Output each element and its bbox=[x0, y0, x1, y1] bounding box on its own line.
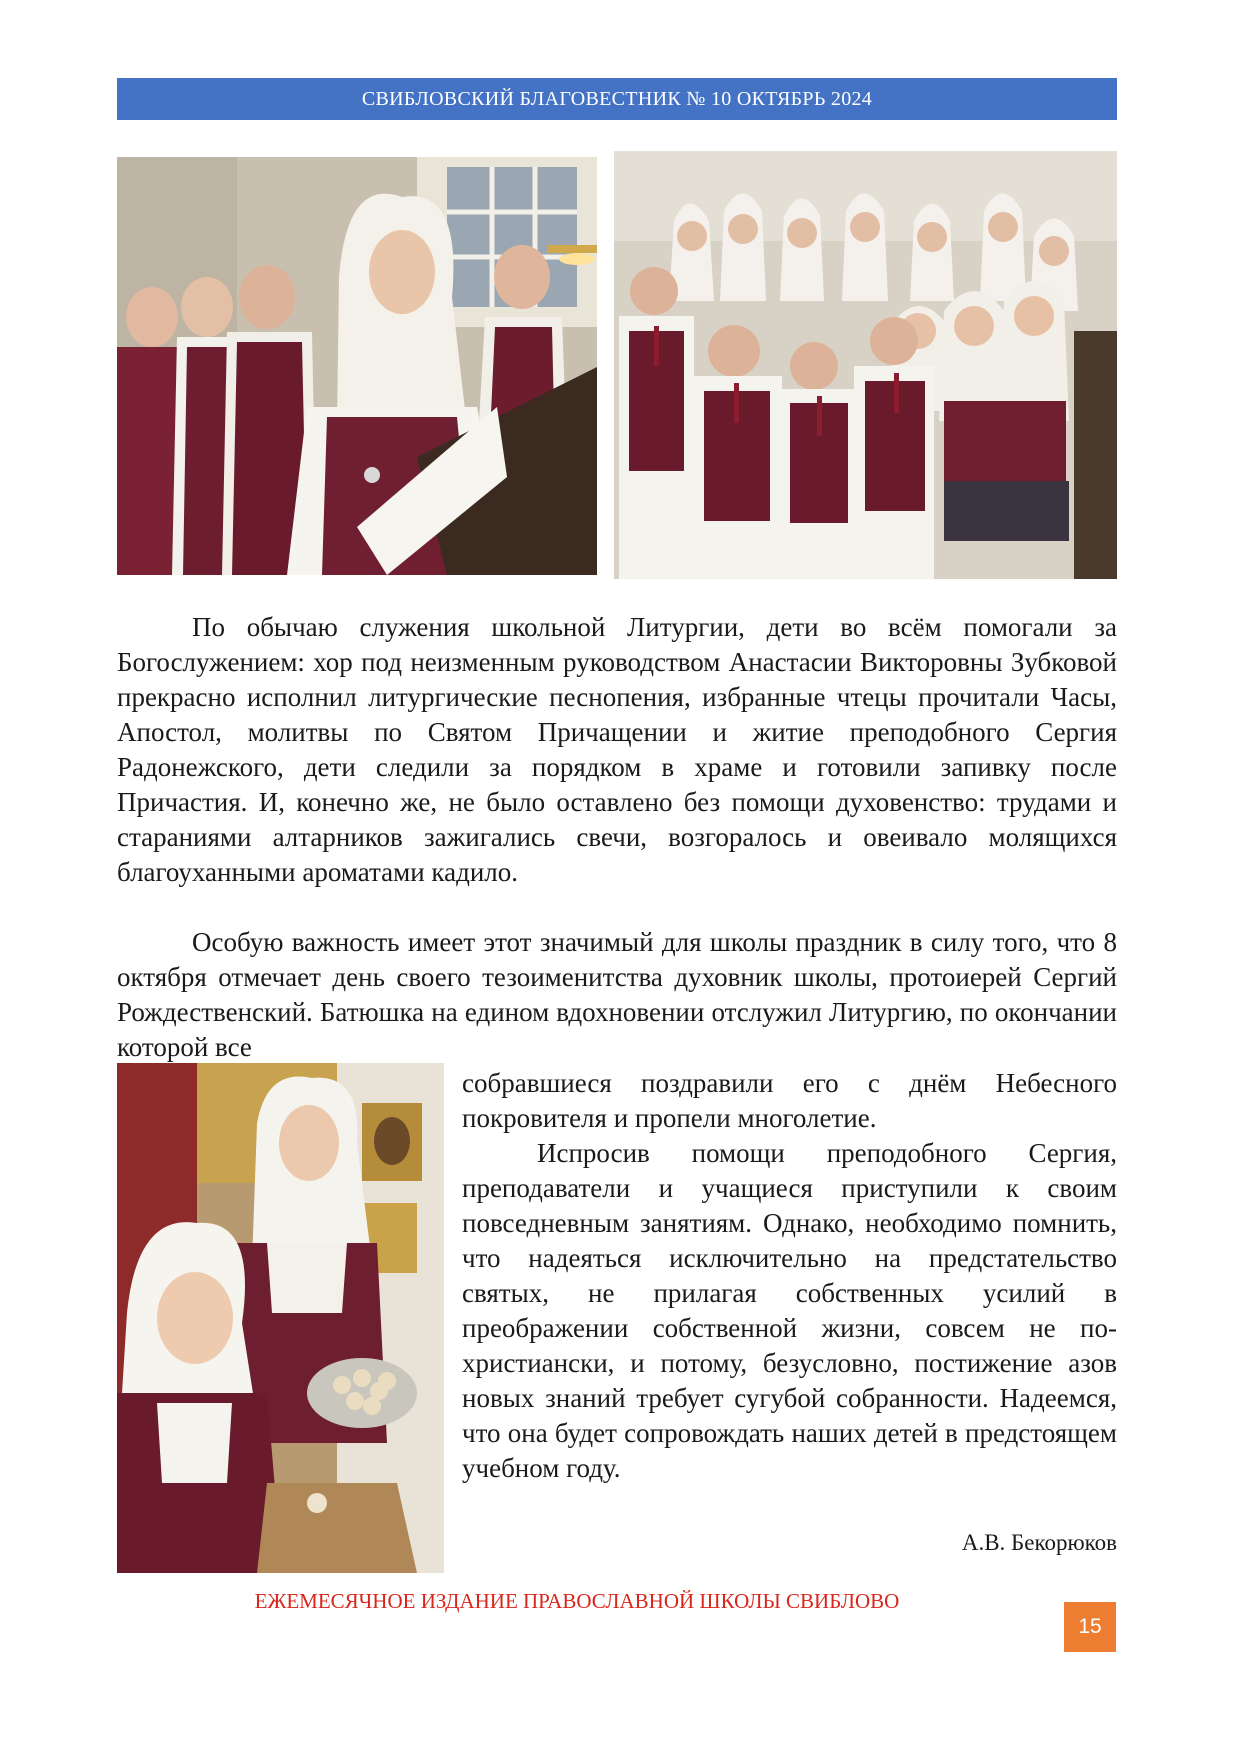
article-paragraph-2: Особую важность имеет этот значимый для школы праздник в силу того, что 8 октября отмечает день своего тезоименитства духовник школы, протоиерей Сергий Рождественский. Батюшка на едином вдохновении отслужил Литургию, по окончании которой все bbox=[117, 927, 1117, 1062]
article-paragraph-1: По обычаю служения школьной Литургии, дети во всём помогали за Богослужением: хор под неизменным руководством Анастасии Викторовны Зубковой прекрасно исполнил литургические песнопения, избранные чтецы прочитали Часы, Апостол, молитвы по Святом Причащении и житие преподобного Сергия Радонежского, дети следили за порядком в храме и готовили запивку после Причастия. И, конечно же, не было оставлено без помощи духовенство: трудами и стараниями алтарников зажигались свечи, возгоралось и овеивало молящихся благоуханными ароматами кадило. bbox=[117, 612, 1117, 887]
girls-preparing-food-photo bbox=[117, 1063, 444, 1573]
header-title: СВИБЛОВСКИЙ БЛАГОВЕСТНИК № 10 ОКТЯБРЬ 2024 bbox=[361, 87, 873, 110]
article-paragraph-3: Испросив помощи преподобного Сергия, преподаватели и учащиеся приступили к своим повседневным занятиям. Однако, необходимо помнить, что надеяться исключительно на предстательство святых, не прилагая собственных усилий в преображении собственной жизни, совсем не по-христиански, и потому, безусловно, постижение азов новых знаний требует сугубой собранности. Надеемся, что она будет сопровождать наших детей в предстоящем учебном году. bbox=[462, 1138, 1117, 1483]
page-number: 15 bbox=[1064, 1602, 1116, 1652]
page-header bbox=[117, 78, 1117, 120]
footer-publication: ЕЖЕМЕСЯЧНОЕ ИЗДАНИЕ ПРАВОСЛАВНОЙ ШКОЛЫ СВИБЛОВО bbox=[254, 1589, 900, 1613]
article-author: А.В. Бекорюков bbox=[961, 1530, 1117, 1555]
reader-at-lectern-photo bbox=[117, 157, 597, 575]
article-paragraph-2-continued: собравшиеся поздравили его с днём Небесного покровителя и пропели многолетие. bbox=[462, 1068, 1117, 1133]
choir-children-photo bbox=[614, 151, 1117, 579]
